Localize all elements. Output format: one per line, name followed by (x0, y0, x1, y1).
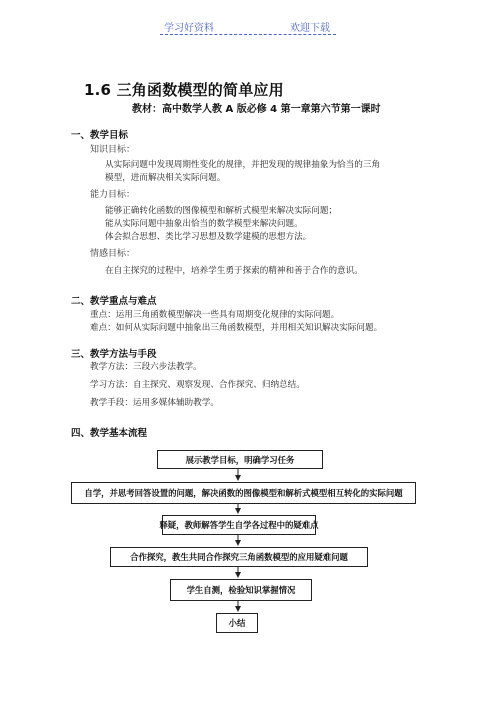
header-left-text: 学习好资料 (164, 23, 214, 34)
header-right-text: 欢迎下载 (290, 23, 330, 34)
flow-step-3: 释疑，教师解答学生自学各过程中的疑难点 (162, 515, 316, 535)
method-line: 教学手段：运用多媒体辅助教学。 (90, 398, 219, 408)
method-line: 学习方法：自主探究、观察发现、合作探究、归纳总结。 (90, 380, 305, 390)
difficulty-line: 难点：如何从实际问题中抽象出三角函数模型，并用相关知识解决实际问题。 (90, 323, 383, 333)
flow-step-1: 展示教学目标，明确学习任务 (157, 450, 323, 469)
section-heading-flow: 四、教学基本流程 (71, 428, 148, 439)
flow-step-4: 合作探究，教生共同合作探究三角函数模型的应用疑难问题 (110, 547, 368, 567)
knowledge-label: 知识目标： (90, 145, 136, 155)
section-heading-objectives: 一、教学目标 (71, 130, 129, 141)
flow-step-2: 自学，并思考回答设置的问题，解决函数的图像模型和解析式模型相互转化的实际问题 (71, 482, 416, 504)
emotion-label: 情感目标： (90, 249, 136, 259)
key-point-line: 重点：运用三角函数模型解决一些具有周期变化规律的实际问题。 (90, 310, 340, 320)
ability-label: 能力目标： (90, 190, 136, 200)
section-heading-methods: 三、教学方法与手段 (71, 349, 157, 360)
page-title: 1.6 三角函数模型的简单应用 (84, 81, 284, 99)
flow-step-5: 学生自测，检验知识掌握情况 (170, 579, 312, 601)
flow-step-6: 小结 (216, 613, 258, 633)
ability-line: 体会拟合思想、类比学习思想及数学建模的思想方法。 (105, 232, 312, 242)
method-line: 教学方法：三段六步法教学。 (90, 362, 202, 372)
knowledge-line: 从实际问题中发现周期性变化的规律，并把发现的规律抽象为恰当的三角 (105, 160, 381, 170)
page-subtitle: 教材：高中数学人教 A 版必修 4 第一章第六节第一课时 (132, 104, 381, 115)
knowledge-line: 模型，进而解决相关实际问题。 (105, 173, 226, 183)
emotion-line: 在自主探究的过程中，培养学生勇于探索的精神和善于合作的意识。 (105, 266, 363, 276)
section-heading-key-points: 二、教学重点与难点 (71, 296, 157, 307)
ability-line: 能够正确转化函数的图像模型和解析式模型来解决实际问题； (105, 206, 338, 216)
ability-line: 能从实际问题中抽象出恰当的数学模型来解决问题。 (105, 219, 303, 229)
